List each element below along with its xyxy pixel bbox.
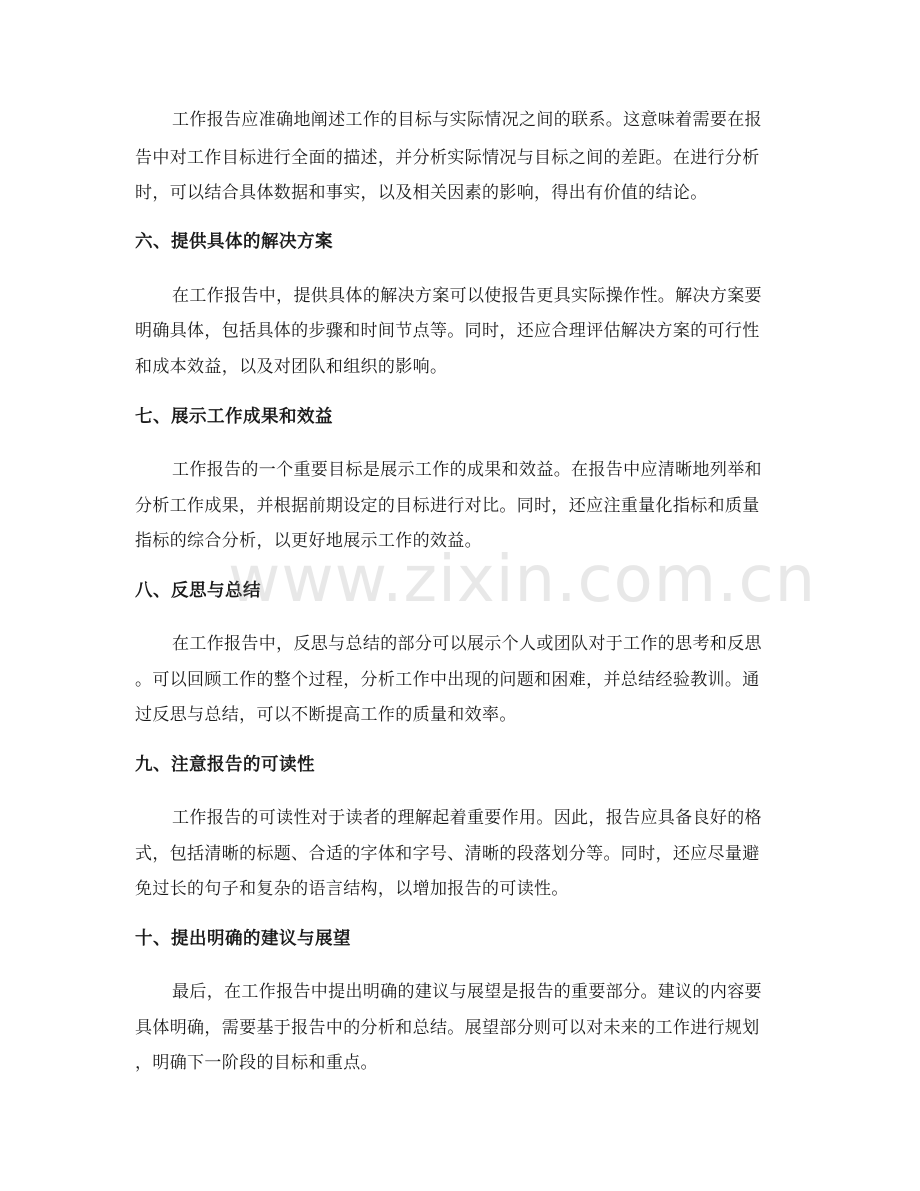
watermark: www.zixin.com.cn [228, 543, 817, 617]
section-heading-8: 八、反思与总结 [135, 581, 261, 601]
intro-line-1: 工作报告应准确地阐述工作的目标与实际情况之间的联系。这意味着需要在报 [172, 110, 762, 130]
section-10-line-1: 最后，在工作报告中提出明确的建议与展望是报告的重要部分。建议的内容要 [172, 982, 762, 1002]
section-heading-9: 九、注意报告的可读性 [135, 755, 315, 775]
section-10-line-3: ，明确下一阶段的目标和重点。 [135, 1053, 378, 1073]
section-7-line-1: 工作报告的一个重要目标是展示工作的成果和效益。在报告中应清晰地列举和 [172, 460, 762, 480]
section-9-line-2: 式，包括清晰的标题、合适的字体和字号、清晰的段落划分等。同时，还应尽量避 [135, 844, 760, 864]
intro-line-2: 告中对工作目标进行全面的描述，并分析实际情况与目标之间的差距。在进行分析 [135, 148, 760, 168]
section-8-line-2: 。可以回顾工作的整个过程，分析工作中出现的问题和困难，并总结经验教训。通 [135, 670, 760, 690]
intro-line-3: 时，可以结合具体数据和事实，以及相关因素的影响，得出有价值的结论。 [135, 183, 708, 203]
section-10-line-2: 具体明确，需要基于报告中的分析和总结。展望部分则可以对未来的工作进行规划 [135, 1018, 760, 1038]
section-6-line-1: 在工作报告中，提供具体的解决方案可以使报告更具实际操作性。解决方案要 [172, 286, 762, 306]
section-6-line-3: 和成本效益，以及对团队和组织的影响。 [135, 357, 448, 377]
section-8-line-1: 在工作报告中，反思与总结的部分可以展示个人或团队对于工作的思考和反思 [172, 634, 762, 654]
section-6-line-2: 明确具体，包括具体的步骤和时间节点等。同时，还应合理评估解决方案的可行性 [135, 321, 760, 341]
section-heading-10: 十、提出明确的建议与展望 [135, 929, 351, 949]
section-7-line-2: 分析工作成果，并根据前期设定的目标进行对比。同时，还应注重量化指标和质量 [135, 496, 760, 516]
section-7-line-3: 指标的综合分析，以更好地展示工作的效益。 [135, 531, 482, 551]
section-9-line-3: 免过长的句子和复杂的语言结构，以增加报告的可读性。 [135, 879, 569, 899]
section-heading-6: 六、提供具体的解决方案 [135, 232, 333, 252]
section-9-line-1: 工作报告的可读性对于读者的理解起着重要作用。因此，报告应具备良好的格 [172, 808, 762, 828]
section-heading-7: 七、展示工作成果和效益 [135, 407, 333, 427]
section-8-line-3: 过反思与总结，可以不断提高工作的质量和效率。 [135, 705, 517, 725]
